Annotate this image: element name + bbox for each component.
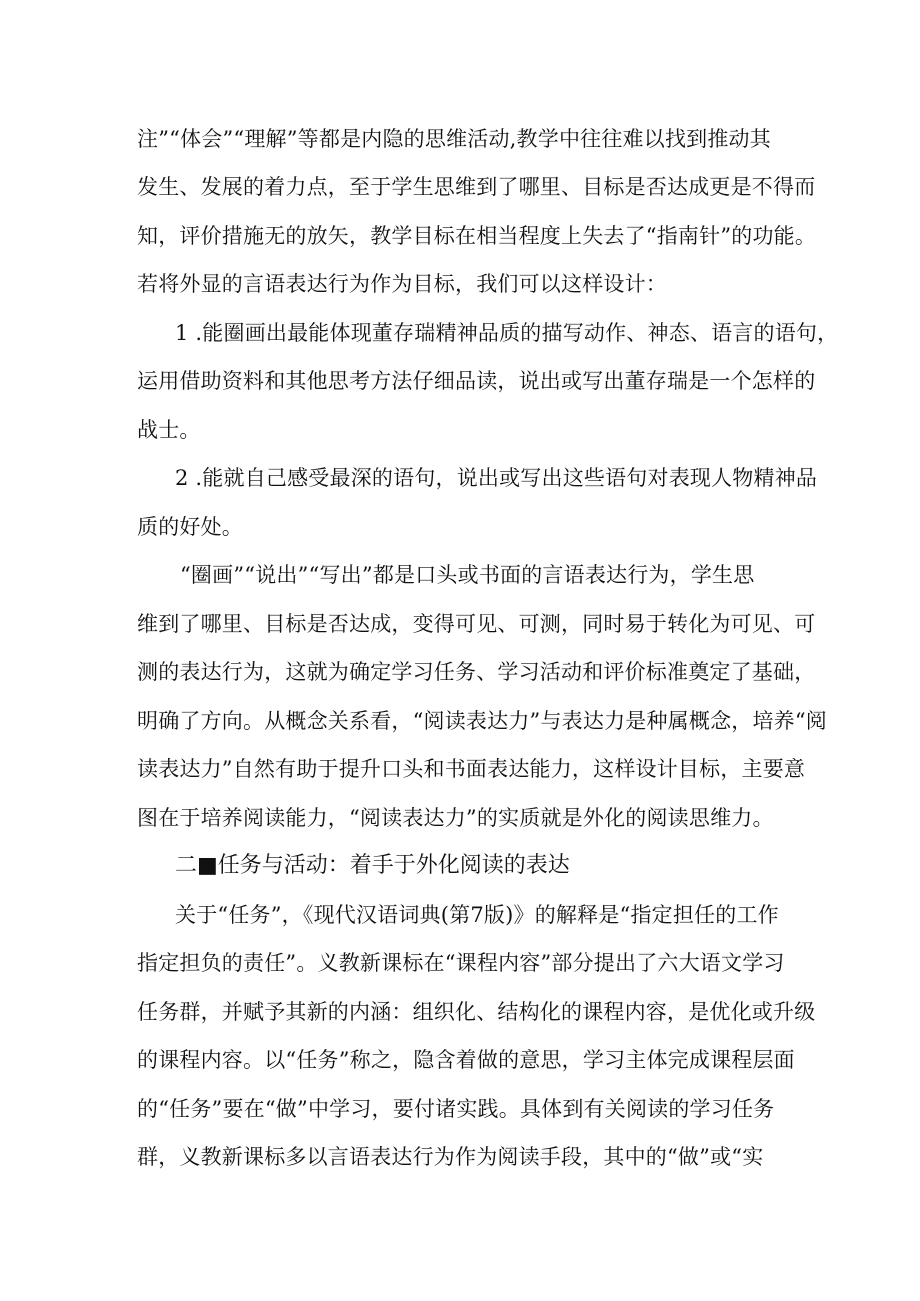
text-line: 图在于培养阅读能力，“阅读表达力”的实质就是外化的阅读思维力。	[137, 806, 774, 830]
text-line: 发生、发展的着力点，至于学生思维到了哪里、目标是否达成更是不得而	[137, 175, 816, 199]
text-line: 的课程内容。以“任务”称之，隐含着做的意思，学习主体完成课程层面	[137, 1048, 795, 1072]
text-line: 指定担负的责任”。义教新课标在“课程内容”部分提出了六大语文学习	[137, 951, 785, 975]
text-line: 知，评价措施无的放矢，教学目标在相当程度上失去了“指南针”的功能。	[137, 224, 817, 248]
text-line: 战士。	[137, 418, 201, 442]
text-line: 的“任务”要在“做”中学习，要付诸实践。具体到有关阅读的学习任务	[137, 1097, 775, 1121]
section-heading: 二■任务与活动：着手于外化阅读的表达	[175, 853, 570, 878]
text-line: 任务群，并赋予其新的内涵：组织化、结构化的课程内容，是优化或升级	[137, 1000, 816, 1024]
text-line: 关于“任务”，《现代汉语词典(第7版)》的解释是“指定担任的工作	[175, 903, 779, 927]
text-line: 运用借助资料和其他思考方法仔细品读，说出或写出董存瑞是一个怎样的	[137, 369, 816, 393]
text-line: 1 .能圈画出最能体现董存瑞精神品质的描写动作、神态、语言的语句，	[175, 321, 839, 345]
text-line: “圈画”“说出”“写出”都是口头或书面的言语表达行为，学生思	[180, 563, 755, 587]
text-line: 测的表达行为，这就为确定学习任务、学习活动和评价标准奠定了基础，	[137, 660, 816, 684]
text-line: 群，义教新课标多以言语表达行为作为阅读手段，其中的“做”或“实	[137, 1145, 764, 1169]
text-line: 读表达力”自然有助于提升口头和书面表达能力，这样设计目标，主要意	[137, 757, 806, 781]
text-line: 2 .能就自己感受最深的语句，说出或写出这些语句对表现人物精神品	[175, 466, 818, 490]
text-line: 明确了方向。从概念关系看，“阅读表达力”与表达力是种属概念，培养“阅	[137, 709, 828, 733]
text-line: 维到了哪里、目标是否达成，变得可见、可测，同时易于转化为可见、可	[137, 612, 816, 636]
text-line: 若将外显的言语表达行为作为目标，我们可以这样设计：	[137, 272, 667, 296]
text-line: 注”“体会”“理解”等都是内隐的思维活动,教学中往往难以找到推动其	[137, 127, 771, 151]
text-line: 质的好处。	[137, 515, 243, 539]
